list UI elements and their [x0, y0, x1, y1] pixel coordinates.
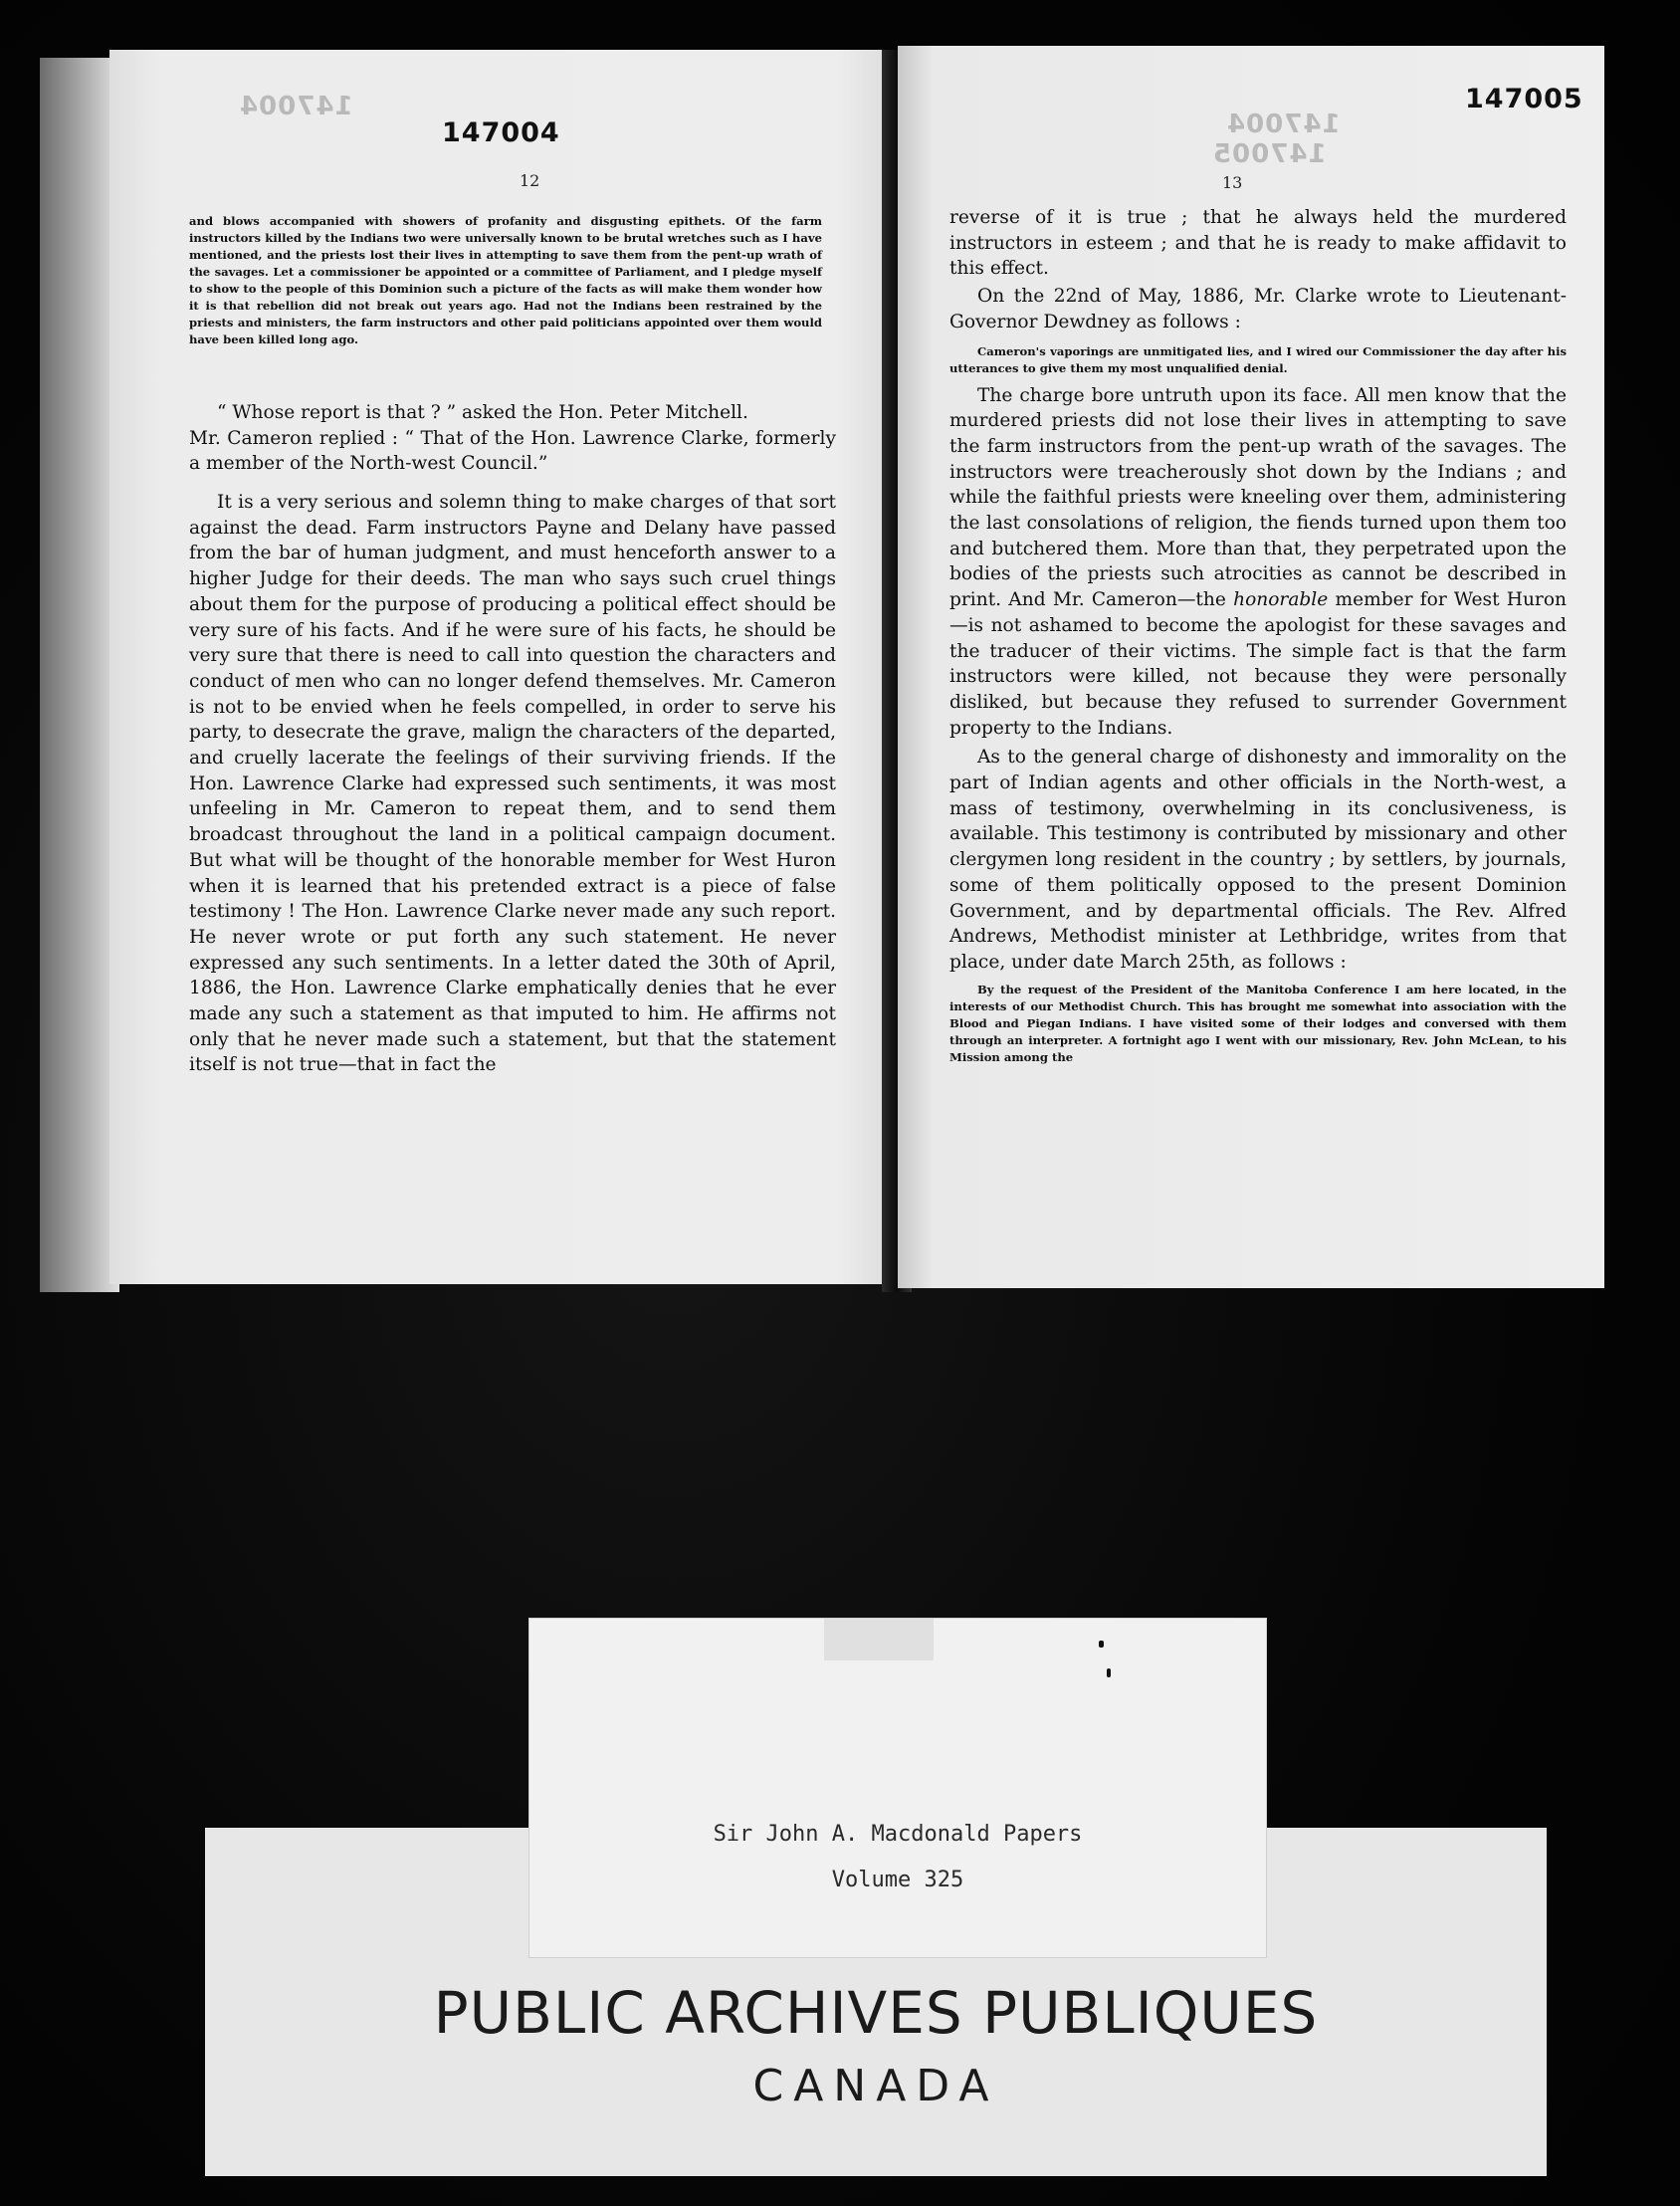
archive-country: CANADA — [752, 2061, 999, 2111]
page-number: 12 — [520, 171, 540, 190]
collection-name: Sir John A. Macdonald Papers — [713, 1822, 1083, 1847]
page-edge-stack — [40, 58, 119, 1292]
page-number: 13 — [1222, 173, 1243, 192]
stamp-number: 147005 — [1465, 84, 1583, 114]
left-page — [109, 50, 918, 1284]
ghost-stamp-number-2: 147005 — [1212, 139, 1327, 169]
paragraph-1: reverse of it is true ; that he always held the murdered instructors in esteem ; and that he is ready to make affidavit to this effect. — [949, 207, 1567, 280]
stamp-number: 147004 — [442, 117, 560, 148]
dialogue-question: “ Whose report is that ? ” asked the Hon. Peter Mitchell. — [217, 402, 748, 423]
dust-speck — [1107, 1668, 1111, 1677]
paragraph-3-italic: honorable — [1233, 589, 1329, 611]
card-tab — [824, 1619, 934, 1660]
ghost-stamp-number: 147004 — [239, 92, 353, 121]
clarke-quote: Cameron's vaporings are unmitigated lies, and I wired our Commissioner the day after his utterances to give them my most unqualified denial. — [949, 343, 1567, 375]
dialogue-paragraphs — [189, 400, 836, 477]
archive-title: PUBLIC ARCHIVES PUBLIQUES — [433, 1979, 1319, 2047]
paragraph-4: As to the general charge of dishonesty and immorality on the part of Indian agents and other officials in the North-west, a mass of testimony, overwhelming in its conclusiveness, is available. This testimony is contributed by missionary and other clergymen long resident in the country ; by settlers, by journals, some of them politically opposed to the present Dominion Government, and by departmental officials. The Rev. Alfred Andrews, Methodist minister at Lethbridge, writes from that place, under date March 25th, as follows : — [949, 747, 1567, 973]
right-page — [898, 46, 1604, 1288]
open-book — [40, 50, 1588, 1292]
dialogue-reply: Mr. Cameron replied : “ That of the Hon. Lawrence Clarke, formerly a member of the North-west Council.” — [189, 427, 836, 475]
main-paragraph — [189, 490, 836, 1078]
paragraph-3-part-a: The charge bore untruth upon its face. All men know that the murdered priests did not lose their lives in attempting to save the farm instructors from the pent-up wrath of the savages. The instructors were treacherously shot down by the Indians ; and while the faithful priests were kneeling over them, administering the last consolations of religion, the fiends turned upon them too and butchered them. More than that, they perpetrated upon the bodies of the priests such atrocities as cannot be described in print. And Mr. Cameron—the — [949, 384, 1567, 611]
ghost-stamp-number: 147004 — [1226, 110, 1341, 139]
right-text-column — [949, 205, 1567, 1066]
dust-speck — [1099, 1641, 1104, 1648]
paragraph-2: On the 22nd of May, 1886, Mr. Clarke wrote to Lieutenant-Governor Dewdney as follows : — [949, 286, 1567, 332]
volume-number: Volume 325 — [831, 1868, 964, 1892]
quoted-report-paragraph: and blows accompanied with showers of profanity and disgusting epithets. Of the farm instructors killed by the Indians two were universally known to be brutal wretches such as I have mentioned, and the priests lost their lives in attempting to save them from the pent-up wrath of the savages. Let a commissioner be appointed or a committee of Parliament, and I pledge myself to show to the people of this Dominion such a picture of the facts as will make them wonder how it is that rebellion did not break out years ago. Had not the Indians been restrained by the priests and ministers, the farm instructors and other paid politicians appointed over them would have been killed long ago. — [189, 214, 822, 346]
andrews-quote: By the request of the President of the Manitoba Conference I am here located, in the interests of our Methodist Church. This has brought me somewhat into association with the Blood and Piegan Indians. I have visited some of their lodges and conversed with them through an interpreter. A fortnight ago I went with our missionary, Rev. John McLean, to his Mission among the — [949, 982, 1567, 1064]
paragraph-3-part-b: member for West Huron—is not ashamed to become the apologist for these savages and the traducer of their victims. The simple fact is that the farm instructors were killed, not because they were personally disliked, but because they refused to surrender Government property to the Indians. — [949, 589, 1567, 739]
main-paragraph-text: It is a very serious and solemn thing to make charges of that sort against the dead. Farm instructors Payne and Delany have passed from the bar of human judgment, and must henceforth answer to a higher Judge for their deeds. The man who says such cruel things about them for the purpose of producing a political effect should be very sure of his facts. And if he were sure of his facts, he should be very sure that there is need to call into question the characters and conduct of men who can no longer defend themselves. Mr. Cameron is not to be envied when he feels compelled, in order to serve his party, to desecrate the grave, malign the characters of the departed, and cruelly lacerate the feelings of their surviving friends. If the Hon. Lawrence Clarke had expressed such sentiments, it was most unfeeling in Mr. Cameron to repeat them, and to send them broadcast throughout the land in a political campaign document. But what will be thought of the honorable member for West Huron when it is learned that his pretended extract is a piece of false testimony ! The Hon. Lawrence Clarke never made any such report. He never wrote or put forth any such statement. He never expressed any such sentiments. In a letter dated the 30th of April, 1886, the Hon. Lawrence Clarke emphatically denies that he ever made any such a statement as that imputed to him. He affirms not only that he never made such a statement, but that the statement itself is not true—that in fact the — [189, 492, 836, 1076]
paragraph-3 — [949, 383, 1567, 742]
collection-card — [529, 1619, 1266, 1957]
